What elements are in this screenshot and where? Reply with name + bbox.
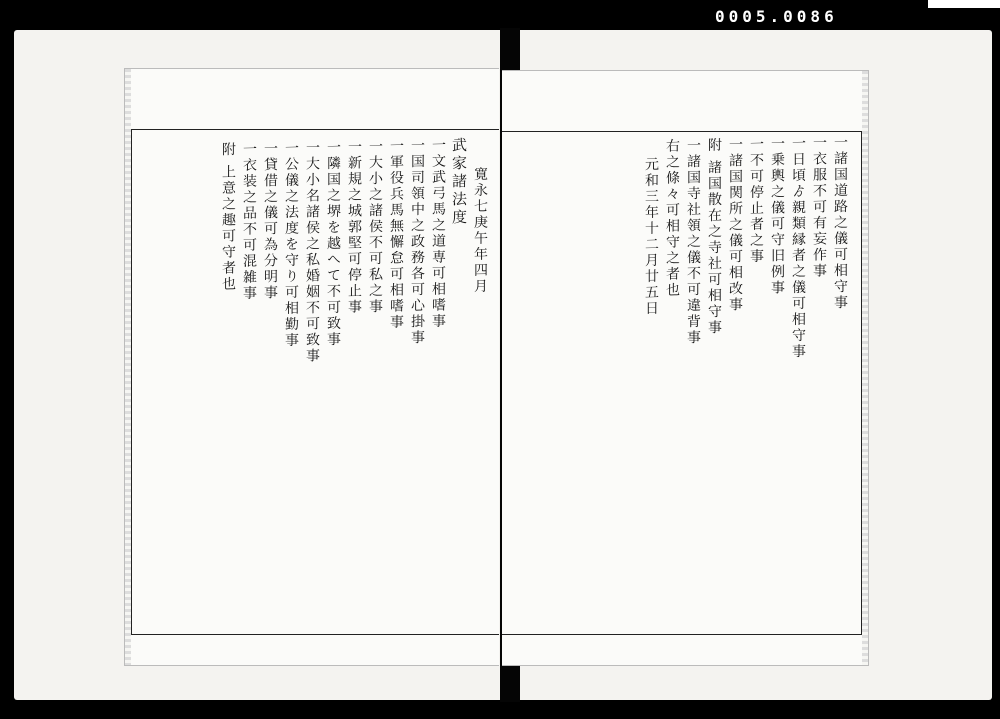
text-column: 一隣国之堺を越へて不可致事: [325, 139, 341, 348]
text-column: 右之條々可相守之者也: [664, 138, 680, 299]
text-column: 一国司領中之政務各可心掛事: [409, 137, 425, 347]
text-column: 一公儀之法度を守り可相勤事: [283, 140, 299, 349]
text-column: 附 諸国散在之寺社可相守事: [706, 137, 722, 337]
right-page-text: [520, 135, 850, 642]
text-column: 元和三年十二月廿五日: [643, 156, 659, 317]
text-column: 寛永七庚午年四月: [472, 166, 488, 295]
text-column: 一軍役兵馬無懈怠可相嗜事: [388, 138, 404, 331]
text-column: 一不可停止者之事: [748, 136, 764, 265]
text-column: 一日頃ゟ親類縁者之儀可相守事: [790, 135, 806, 360]
text-column: 一文武弓馬之道専可相嗜事: [430, 137, 446, 330]
text-column: 一大小名諸侯之私婚姻不可致事: [304, 139, 320, 365]
text-column: 武家諸法度: [450, 136, 468, 228]
text-column: 一衣装之品不可混雑事: [241, 141, 257, 302]
left-page-text: [140, 136, 490, 643]
text-column: 一諸国関所之儀可相改事: [727, 136, 743, 314]
text-column: 一大小之諸侯不可私之事: [367, 138, 383, 315]
text-column: 一衣服不可有妄作事: [811, 135, 827, 280]
text-column: 一貸借之儀可為分明事: [262, 140, 278, 302]
text-column: 一諸国道路之儀可相守事: [832, 134, 848, 311]
frame-number: 0005.0086: [715, 7, 838, 26]
text-column: 附 上意之趣可守者也: [220, 141, 236, 293]
frame-corner-marker: [928, 0, 1000, 8]
text-column: 一乗輿之儀可守旧例事: [769, 135, 785, 297]
text-column: 一諸国寺社領之儀不可違背事: [685, 137, 701, 346]
text-column: 一新規之城郭堅可停止事: [346, 139, 362, 316]
